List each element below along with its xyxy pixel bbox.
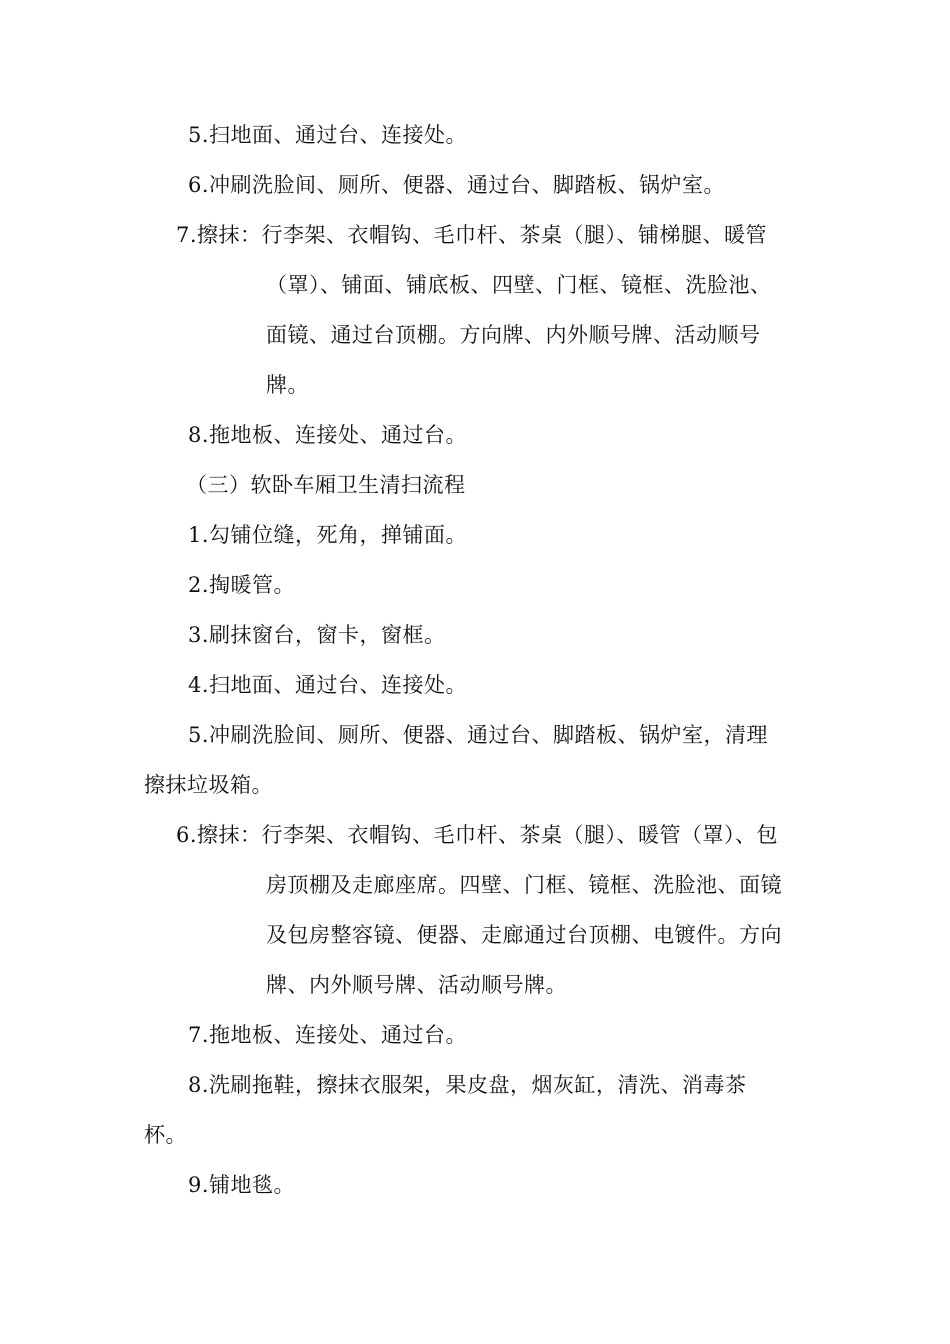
text-line-16: 房顶棚及走廊座席。四壁、门框、镜框、洗脸池、面镜	[266, 873, 782, 897]
text-line-5: 面镜、通过台顶棚。方向牌、内外顺号牌、活动顺号	[266, 323, 761, 347]
text-line-19: 7.拖地板、连接处、通过台。	[188, 1023, 468, 1047]
text-line-4: （罩）、铺面、铺底板、四壁、门框、镜框、洗脸池、	[266, 273, 772, 297]
text-line-18: 牌、内外顺号牌、活动顺号牌。	[266, 973, 567, 997]
text-line-9: 1.勾铺位缝，死角，掸铺面。	[188, 523, 468, 547]
text-line-11: 3.刷抹窗台，窗卡，窗框。	[188, 623, 446, 647]
text-line-17: 及包房整容镜、便器、走廊通过台顶棚、电镀件。方向	[266, 923, 782, 947]
text-line-7: 8.拖地板、连接处、通过台。	[188, 423, 468, 447]
text-line-15: 6.擦抹：行李架、衣帽钩、毛巾杆、茶桌（腿）、暖管（罩）、包	[176, 823, 779, 847]
text-line-2: 6.冲刷洗脸间、厕所、便器、通过台、脚踏板、锅炉室。	[188, 173, 726, 197]
text-line-6: 牌。	[266, 373, 309, 397]
text-line-3: 7.擦抹：行李架、衣帽钩、毛巾杆、茶桌（腿）、铺梯腿、暖管	[176, 223, 768, 247]
text-line-20: 8.洗刷拖鞋，擦抹衣服架，果皮盘，烟灰缸，清洗、消毒茶	[188, 1073, 747, 1097]
text-line-12: 4.扫地面、通过台、连接处。	[188, 673, 468, 697]
text-line-21: 杯。	[144, 1123, 187, 1147]
text-line-14: 擦抹垃圾箱。	[144, 773, 273, 797]
section-heading: （三）软卧车厢卫生清扫流程	[186, 473, 466, 497]
text-line-10: 2.掏暖管。	[188, 573, 296, 597]
text-line-13: 5.冲刷洗脸间、厕所、便器、通过台、脚踏板、锅炉室，清理	[188, 723, 769, 747]
text-line-22: 9.铺地毯。	[188, 1173, 296, 1197]
text-line-1: 5.扫地面、通过台、连接处。	[188, 123, 468, 147]
